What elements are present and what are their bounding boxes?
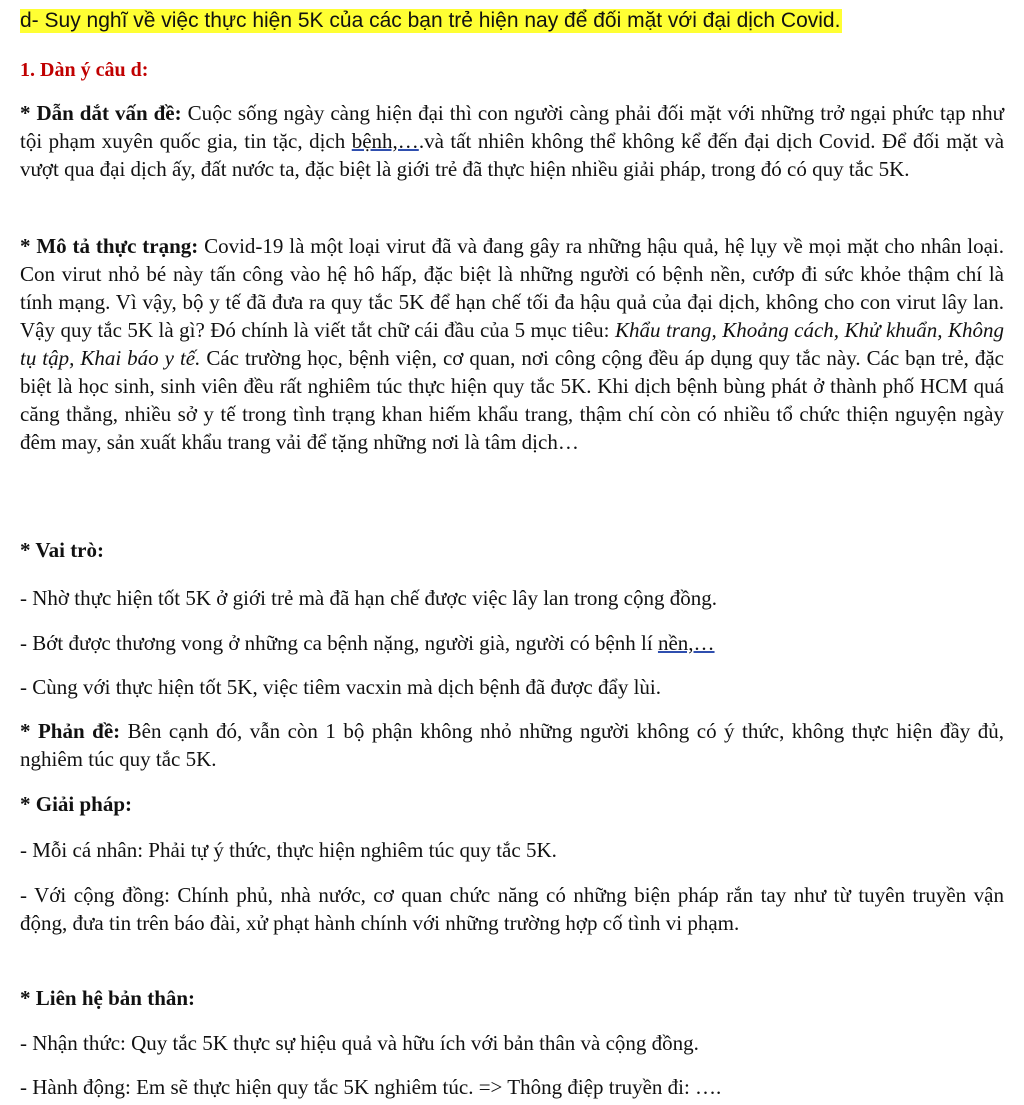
status-text-after: Các trường học, bệnh viện, cơ quan, nơi công cộng đều áp dụng quy tắc này. Các bạn trẻ, đặc biệt là học sinh, sinh viên đều rất nghiêm túc thực hiện quy tắc 5K. Khi dịch bệnh bùng phát ở thành phố HCM quá căng thẳng, nhiều sở y tế trong tình trạng khan hiếm khẩu trang, thậm chí còn có nhiều tổ chức thiện nguyện ngày đêm may, sản xuất khẩu trang vải để tặng những nơi là tâm dịch… xyxy=(20,346,1004,454)
intro-text-before: Cuộc sống ngày càng hiện đại thì con người càng phải đối mặt với những trở ngại phức tạp như tội phạm xuyên quốc gia, tin tặc, dịch xyxy=(20,101,1004,153)
status-5k-list: Khẩu trang, Khoảng cách, Khử khuẩn, Không tụ tập, Khai báo y tế. xyxy=(20,318,1005,370)
counter-paragraph xyxy=(20,717,1004,773)
role-item-1: - Nhờ thực hiện tốt 5K ở giới trẻ mà đã hạn chế được việc lây lan trong cộng đồng. xyxy=(20,586,717,610)
role-label: * Vai trò: xyxy=(20,538,104,562)
solution-item-1: - Mỗi cá nhân: Phải tự ý thức, thực hiện nghiêm túc quy tắc 5K. xyxy=(20,838,557,862)
solution-label: * Giải pháp: xyxy=(20,792,133,816)
question-heading xyxy=(20,6,842,36)
status-paragraph xyxy=(20,232,1004,456)
role-item-2-text: - Bớt được thương vong ở những ca bệnh nặng, người già, người có bệnh lí xyxy=(20,631,658,655)
self-item-1: - Nhận thức: Quy tắc 5K thực sự hiệu quả và hữu ích với bản thân và cộng đồng. xyxy=(20,1031,699,1055)
status-text-before: Covid-19 là một loại virut đã và đang gây ra những hậu quả, hệ lụy về mọi mặt cho nhân loại. Con virut nhỏ bé này tấn công vào hệ hô hấp, đặc biệt là những người có bệnh nền, cướp đi sức khỏe thậm chí là tính mạng. Vì vậy, bộ y tế đã đưa ra quy tắc 5K để hạn chế tối đa hậu quả của đại dịch, không cho con virut lây lan. Vậy quy tắc 5K là gì? Đó chính là viết tắt chữ cái đầu của 5 mục tiêu: xyxy=(20,234,1004,342)
counter-label: * Phản đề: xyxy=(20,719,121,743)
intro-paragraph xyxy=(20,99,1004,183)
highlighted-question: d- Suy nghĩ về việc thực hiện 5K của các bạn trẻ hiện nay để đối mặt với đại dịch Covid. xyxy=(20,9,841,32)
role-label-line xyxy=(20,536,1004,564)
intro-text-after: .và tất nhiên không thể không kể đến đại dịch Covid. Để đối mặt và vượt qua đại dịch ấy, đất nước ta, đặc biệt là giới trẻ đã thực hiện nhiều giải pháp, trong đó có quy tắc 5K. xyxy=(20,129,1005,181)
intro-label: * Dẫn dắt vấn đề: xyxy=(20,101,182,125)
section-title: 1. Dàn ý câu d: xyxy=(20,59,149,81)
self-label: * Liên hệ bản thân: xyxy=(20,986,196,1010)
role-item-3: - Cùng với thực hiện tốt 5K, việc tiêm vacxin mà dịch bệnh đã được đẩy lùi. xyxy=(20,675,661,699)
role-item-2-underlined: nền,… xyxy=(657,631,715,655)
status-label: * Mô tả thực trạng: xyxy=(20,234,199,258)
role-item-2 xyxy=(20,629,1004,657)
solution-item-2: - Với cộng đồng: Chính phủ, nhà nước, cơ quan chức năng có những biện pháp rắn tay như từ tuyên truyền vận động, đưa tin trên báo đài, xử phạt hành chính với những trường hợp cố tình vi phạm. xyxy=(20,883,1004,935)
intro-underlined-text: bệnh,… xyxy=(351,129,419,153)
self-label-line xyxy=(20,984,1004,1012)
self-item-2: - Hành động: Em sẽ thực hiện quy tắc 5K nghiêm túc. => Thông điệp truyền đi: …. xyxy=(20,1075,722,1099)
solution-label-line xyxy=(20,790,1004,818)
counter-text: Bên cạnh đó, vẫn còn 1 bộ phận không nhỏ những người không có ý thức, không thực hiện đầy đủ, nghiêm túc quy tắc 5K. xyxy=(20,719,1004,771)
